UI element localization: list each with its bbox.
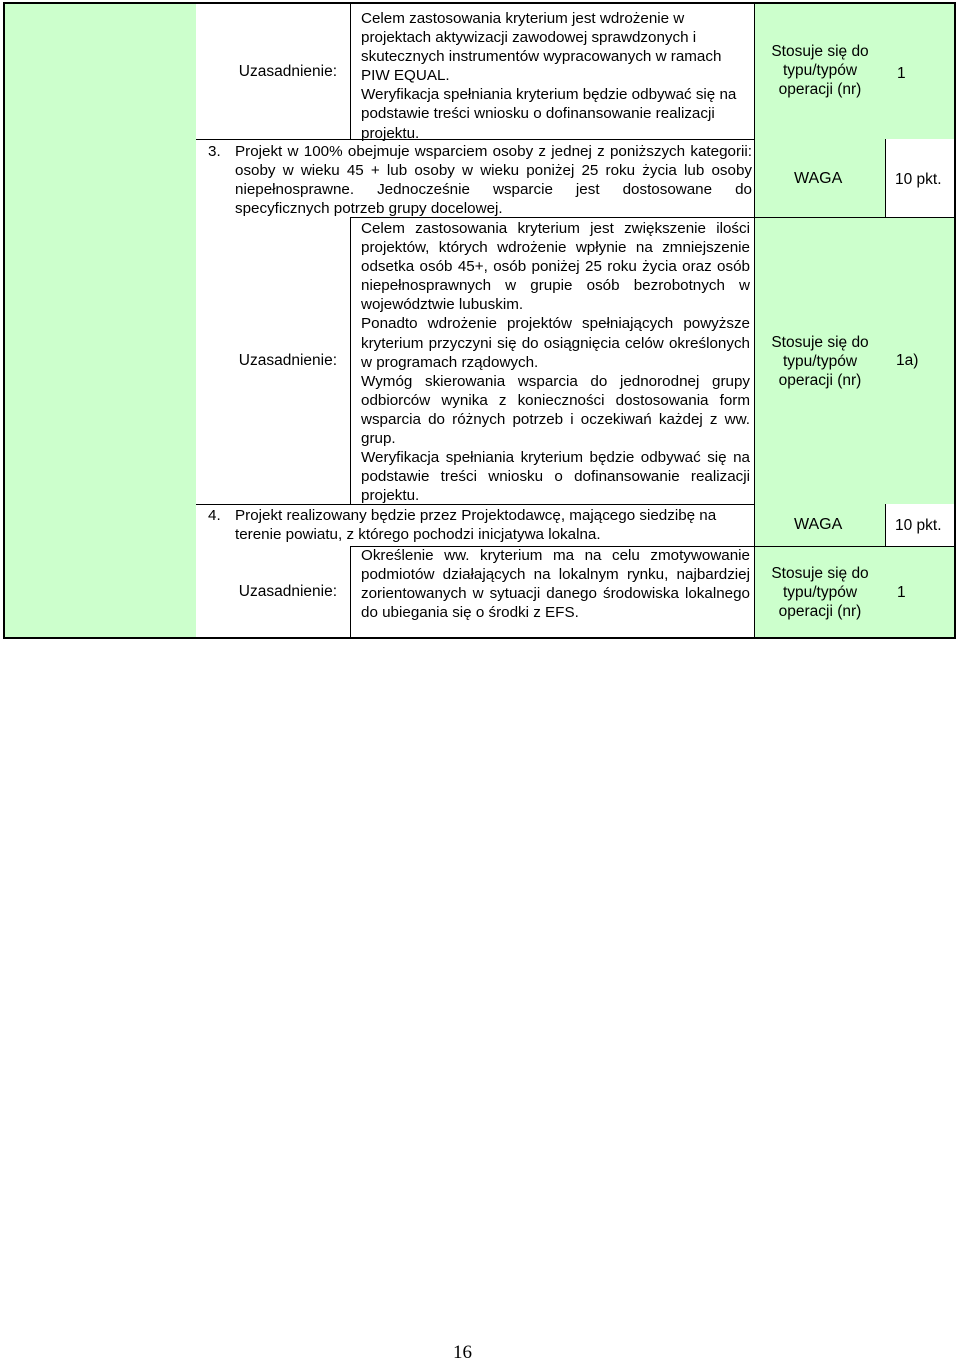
justification-label: Uzasadnienie: bbox=[238, 351, 337, 369]
criterion-3 bbox=[208, 142, 752, 218]
applies-line: operacji (nr) bbox=[778, 81, 862, 98]
applies-line: Stosuje się do bbox=[771, 564, 869, 582]
weight-points: 10 pkt. bbox=[895, 517, 942, 534]
justification-text bbox=[361, 219, 750, 505]
justification-text bbox=[361, 546, 750, 622]
operation-number: 1a) bbox=[896, 352, 919, 369]
justification-paragraph: Celem zastosowania kryterium jest wdrożenie w projektach aktywizacji zawodowej sprawdzonych i skutecznych instrumentów wypracowanych w ramach PIW EQUAL. bbox=[361, 10, 722, 85]
applies-line: typu/typów bbox=[782, 62, 858, 79]
weight-label: WAGA bbox=[794, 516, 843, 533]
justification-paragraph: Określenie ww. kryterium ma na celu zmotywowanie podmiotów działających na lokalnym rynku, najbardziej zorientowanych w sytuacji danego środowiska lokalnego do ubiegania się o środki z EFS. bbox=[361, 547, 750, 622]
applies-line: typu/typów bbox=[782, 352, 858, 370]
criterion-text: Projekt w 100% obejmuje wsparciem osoby z jednej z poniższych kategorii: osoby w wieku 45 + lub osoby w wieku poniżej 25 roku życia lub osoby niepełnosprawne. Jednocześnie wsparcie jest dostosowane do specyficznych potrzeb grupy docelowej. bbox=[235, 143, 752, 218]
weight-points: 10 pkt. bbox=[895, 171, 942, 188]
justification-paragraph: Wymóg skierowania wsparcia do jednorodnej grupy odbiorców wynika z konieczności dostosowania form wsparcia do różnych potrzeb i oczekiwań każdej z ww. grup. bbox=[361, 372, 750, 448]
applies-to-operations bbox=[754, 217, 886, 504]
criterion-text: Projekt realizowany będzie przez Projektodawcę, mającego siedzibę na terenie powiatu, z którego pochodzi inicjatywa lokalna. bbox=[235, 507, 717, 544]
applies-line: Stosuje się do bbox=[771, 43, 869, 60]
value-cell-row5 bbox=[885, 546, 954, 637]
criterion-number: 3. bbox=[208, 143, 221, 160]
applies-to-operations bbox=[754, 42, 886, 99]
criteria-table bbox=[3, 2, 956, 639]
justification-paragraph: Celem zastosowania kryterium jest zwiększenie ilości projektów, których wdrożenie wpłynie na zmniejszenie odsetka osób 45+, osób poniżej 25 roku życia oraz osób niepełnosprawnych w grupie osób bezrobotnych w województwie lubuskim. bbox=[361, 220, 750, 314]
justification-text bbox=[361, 9, 750, 143]
justification-paragraph: Ponadto wdrożenie projektów spełniających powyższe kryterium przyczyni się do osiągnięcia celów określonych w programach rządowych. bbox=[361, 315, 750, 371]
left-margin-column bbox=[5, 4, 196, 637]
operation-number: 1 bbox=[897, 584, 906, 601]
operation-number: 1 bbox=[897, 65, 906, 82]
justification-label: Uzasadnienie: bbox=[238, 62, 337, 80]
value-cell-row1 bbox=[885, 4, 954, 139]
applies-line: operacji (nr) bbox=[778, 602, 862, 620]
criterion-number: 4. bbox=[208, 507, 221, 524]
justification-paragraph: Weryfikacja spełniania kryterium będzie odbywać się na podstawie treści wniosku o dofinansowanie realizacji projektu. bbox=[361, 86, 737, 142]
applies-to-operations bbox=[754, 546, 886, 637]
weight-label: WAGA bbox=[794, 170, 843, 187]
page-number: 16 bbox=[453, 1342, 472, 1363]
justification-label: Uzasadnienie: bbox=[238, 582, 337, 600]
criterion-4 bbox=[208, 506, 752, 544]
applies-line: Stosuje się do bbox=[771, 333, 869, 351]
justification-paragraph: Weryfikacja spełniania kryterium będzie odbywać się na podstawie treści wniosku o dofinansowanie realizacji projektu. bbox=[361, 449, 750, 505]
applies-line: operacji (nr) bbox=[778, 371, 862, 389]
applies-line: typu/typów bbox=[782, 583, 858, 601]
